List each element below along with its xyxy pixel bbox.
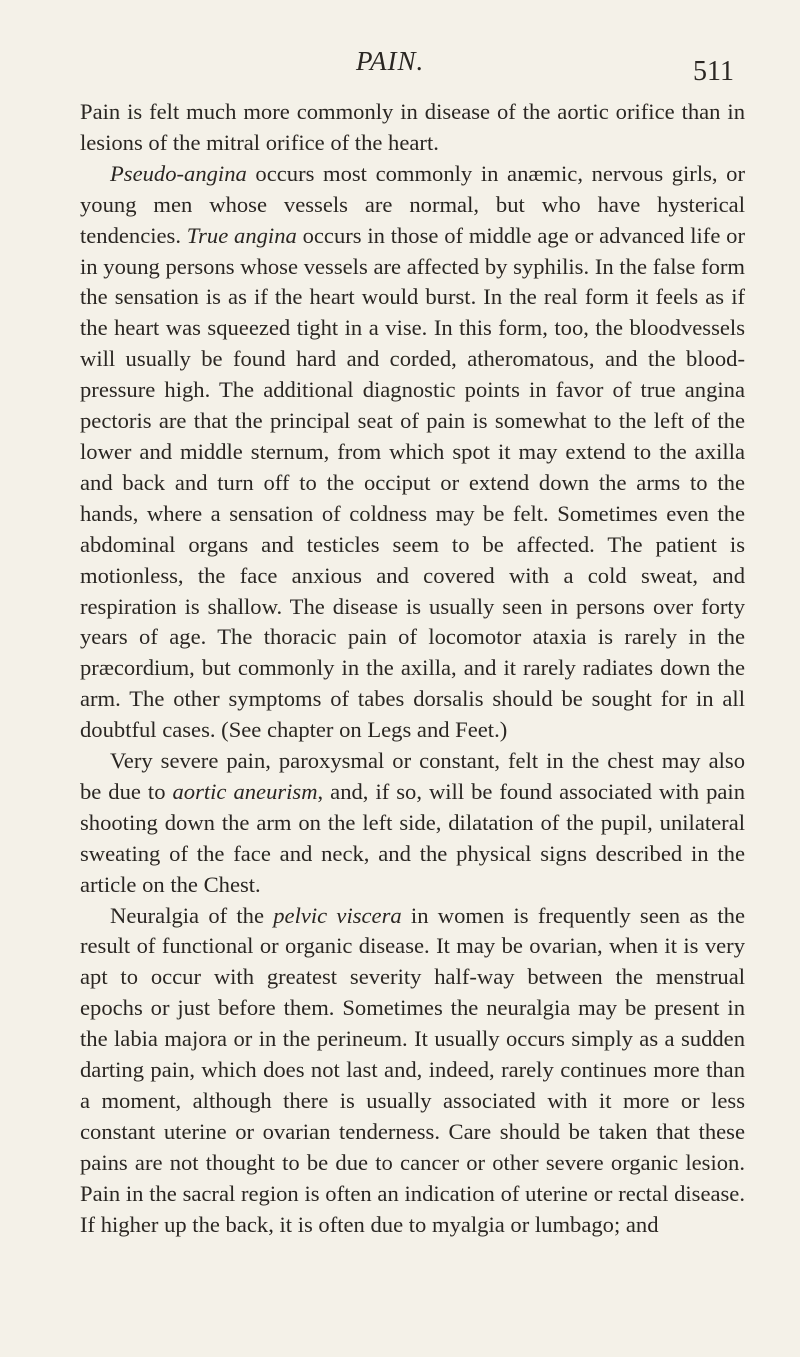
text-segment: Pain is felt much more commonly in disease of the aortic orifice than in lesions of the mitral orifice of the heart.	[80, 99, 745, 155]
paragraph	[80, 746, 745, 901]
running-head	[0, 46, 800, 90]
italic-term: aortic aneurism	[172, 778, 318, 804]
body-text	[80, 97, 745, 1241]
italic-term: Pseudo-angina	[110, 160, 247, 186]
text-segment: , and, if so, will be found associated with pain shooting down the arm on the left side, dilatation of the pupil, unilateral sweating of the face and neck, and the physical signs described in the article on the Chest.	[80, 778, 745, 897]
text-segment: Neuralgia of the	[110, 902, 274, 928]
text-segment: Very severe pain, paroxysmal or constant, felt in the chest may also be due to	[80, 748, 745, 804]
text-segment: occurs in those of middle age or advanced life or in young persons whose vessels are affected by syphilis. In the false form the sensation is as if the heart would burst. In the real form it feels as if the heart was squeezed tight in a vise. In this form, too, the bloodvessels will usually be found hard and corded, atheromatous, and the blood-pressure high. The additional diagnostic points in favor of true angina pectoris are that the principal seat of pain is somewhat to the left of the lower and middle sternum, from which spot it may extend to the axilla and back and turn off to the occiput or extend down the arms to the hands, where a sensation of coldness may be felt. Sometimes even the abdominal organs and testicles seem to be affected. The patient is motionless, the face anxious and covered with a cold sweat, and respiration is shallow. The disease is usually seen in persons over forty years of age. The thoracic pain of locomotor ataxia is rarely in the præcordium, but commonly in the axilla, and it rarely radiates down the arm. The other symptoms of tabes dorsalis should be sought for in all doubtful cases. (See chapter on Legs and Feet.)	[80, 222, 745, 743]
page-number: 511	[693, 56, 734, 87]
italic-term: True angina	[186, 222, 297, 248]
paragraph	[80, 159, 745, 746]
italic-term: pelvic viscera	[273, 902, 402, 928]
paragraph	[80, 901, 745, 1241]
text-segment: in women is frequently seen as the result of functional or organic disease. It may be ovarian, when it is very apt to occur with greatest severity half-way between the menstrual epochs or just before them. Sometimes the neuralgia may be present in the labia majora or in the perineum. It usually occurs simply as a sudden darting pain, which does not last and, indeed, rarely continues more than a moment, although there is usually associated with it more or less constant uterine or ovarian tenderness. Care should be taken that these pains are not thought to be due to cancer or other severe organic lesion. Pain in the sacral region is often an indication of uterine or rectal disease. If higher up the back, it is often due to myalgia or lumbago; and	[80, 902, 745, 1237]
running-title: PAIN.	[356, 46, 425, 76]
paragraph	[80, 97, 745, 159]
text-segment: occurs most commonly in anæmic, nervous girls, or young men whose vessels are normal, but who have hysterical tendencies.	[80, 160, 745, 248]
